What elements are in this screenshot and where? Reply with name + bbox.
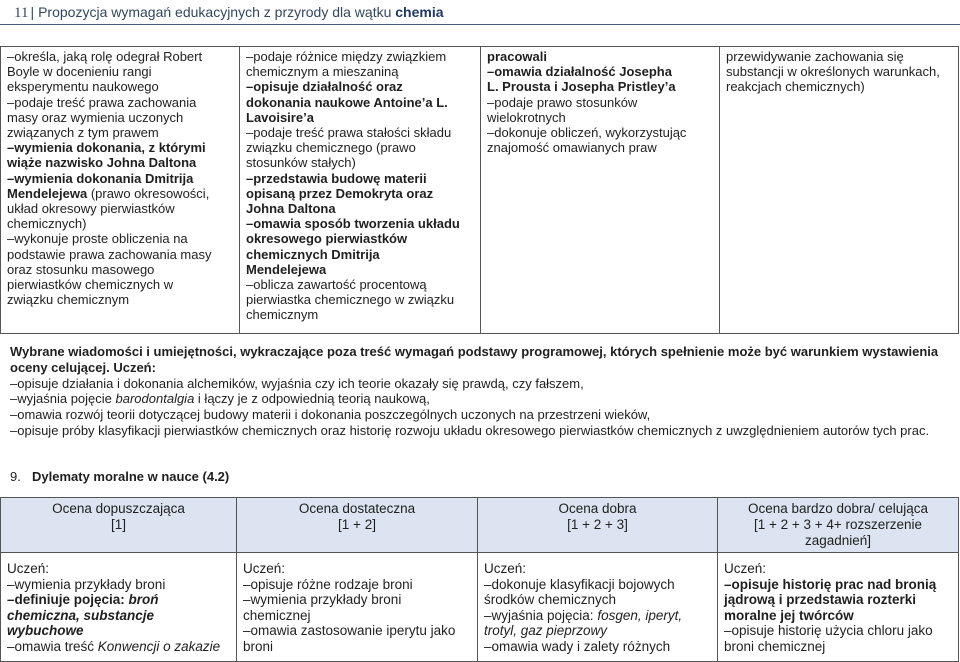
requirement-line: –określa, jaką rolę odegrał Robert [7, 49, 203, 64]
header-separator: | [30, 4, 35, 20]
requirement-line: –podaje różnice między związkiem [246, 49, 447, 64]
section-item: –opisuje próby klasyfikacji pierwiastków chemicznych oraz historię rozwoju układu okresowego pierwiastków chemicznych z uwzględnieniem autorów tych prac. [10, 422, 930, 438]
requirement-line: wiąże nazwisko Johna Daltona [7, 155, 197, 171]
requirement-line: przewidywanie zachowania się [726, 49, 904, 64]
requirement-line: Mendelejewa (prawo okresowości, [7, 185, 210, 201]
grade-cell-2: Uczeń: –opisuje różne rodzaje broni –wymienia przykłady broni chemicznej –omawia zastosowanie iperytu jako broni [237, 553, 478, 662]
requirement-line: związanych z tym prawem [7, 125, 159, 141]
extended-requirements [10, 344, 950, 439]
requirement-line: opisaną przez Demokryta oraz [246, 185, 434, 201]
section-title: Dylematy moralne w nauce (4.2) [32, 469, 230, 484]
top-col-2 [240, 47, 481, 334]
grade-cell-4: Uczeń: –opisuje historię prac nad bronią jądrową i przedstawia rozterki moralne jej twórców –opisuje historię użycia chloru jako broni chemicznej [718, 553, 959, 662]
requirement-line: –omawia sposób tworzenia układu [246, 216, 460, 232]
requirement-line: stosunków stałych) [246, 155, 356, 171]
section-item: –wyjaśnia pojęcie barodontalgia i łączy je z odpowiednią teorią naukową, [10, 391, 430, 407]
requirement-line: podstawie prawa zachowania masy [7, 246, 212, 262]
requirement-line: –podaje treść prawa zachowania [7, 94, 197, 110]
grade-header-2: Ocena dostateczna [1 + 2] [237, 498, 478, 553]
requirement-line: Mendelejewa [246, 261, 327, 277]
requirement-line: –dokonuje obliczeń, wykorzystując [487, 125, 687, 141]
requirement-line: oraz stosunku masowego [7, 261, 155, 277]
requirement-line: pierwiastków chemicznych w [7, 277, 174, 293]
requirement-line: masy oraz wymienia uczonych [7, 109, 184, 125]
requirement-line: –opisuje działalność oraz [246, 79, 403, 95]
section-intro: Wybrane wiadomości i umiejętności, wykraczające poza treść wymagań podstawy programowej, których spełnienie może być warunkiem wystawienia oceny celującej. Uczeń: [10, 344, 939, 375]
requirement-line: Lavoisire’a [246, 109, 314, 125]
header-rule [0, 24, 960, 25]
requirement-line: –wykonuje proste obliczenia na [7, 231, 188, 247]
requirement-line: –wymienia dokonania, z którymi [7, 140, 206, 156]
requirement-line: L. Prousta i Josepha Pristley’a [487, 79, 676, 95]
requirements-table-top [0, 46, 959, 334]
section-number: 9. [10, 469, 21, 484]
requirement-line: Boyle w docenieniu rangi [7, 64, 152, 80]
requirement-line: –podaje treść prawa stałości składu [246, 125, 452, 141]
page-number: 11 [14, 5, 29, 21]
requirement-line: chemicznych) [7, 216, 87, 232]
section-heading-9 [10, 469, 229, 484]
top-col-1 [1, 47, 240, 334]
top-col-4 [720, 47, 959, 334]
grade-header-3: Ocena dobra [1 + 2 + 3] [478, 498, 718, 553]
requirement-line: reakcjach chemicznych) [726, 79, 865, 95]
requirement-line: –przedstawia budowę materii [246, 170, 427, 186]
requirement-line: chemicznych Dmitrija [246, 246, 380, 262]
page-header [14, 2, 444, 24]
requirement-line: Johna Daltona [246, 201, 336, 217]
requirement-line: chemicznym [246, 307, 319, 323]
requirement-line: pracowali [487, 49, 547, 64]
requirement-line: związku chemicznym [7, 292, 130, 308]
header-title: Propozycja wymagań edukacyjnych z przyrody dla wątku [38, 4, 392, 20]
requirement-line: znajomość omawianych praw [487, 140, 657, 156]
requirement-line: układ okresowy pierwiastków [7, 201, 175, 217]
grade-header-4: Ocena bardzo dobra/ celująca [1 + 2 + 3 + 4+ rozszerzenie zagadnień] [718, 498, 959, 553]
requirement-line: dokonania naukowe Antoine’a L. [246, 94, 448, 110]
grade-table [0, 497, 959, 662]
top-col-3 [481, 47, 720, 334]
grade-cell-1: Uczeń: –wymienia przykłady broni –definiuje pojęcia: broń chemiczna, substancje wybuchowe –omawia treść Konwencji o zakazie [1, 553, 237, 662]
requirement-line: substancji w określonych warunkach, [726, 64, 940, 80]
requirement-line: –podaje prawo stosunków [487, 94, 638, 110]
section-item: –omawia rozwój teorii dotyczącej budowy materii i dokonania poszczególnych uczonych na przestrzeni wieków, [10, 407, 651, 423]
section-item: –opisuje działania i dokonania alchemików, wyjaśnia czy ich teorie okazały się prawdą, czy fałszem, [10, 375, 584, 391]
requirement-line: –wymienia dokonania Dmitrija [7, 170, 194, 186]
requirement-line: pierwiastka chemicznego w związku [246, 292, 455, 308]
requirement-line: eksperymentu naukowego [7, 79, 159, 95]
requirement-line: chemicznym a mieszaniną [246, 64, 399, 80]
requirement-line: wielokrotnych [487, 109, 566, 125]
requirement-line: –omawia działalność Josepha [487, 64, 672, 80]
grade-cell-3: Uczeń: –dokonuje klasyfikacji bojowych środków chemicznych –wyjaśnia pojęcia: fosgen, iperyt, trotyl, gaz pieprzowy –omawia wady i zalety różnych [478, 553, 718, 662]
requirement-line: –oblicza zawartość procentową [246, 277, 427, 293]
requirement-line: związku chemicznego (prawo [246, 140, 416, 156]
grade-header-1: Ocena dopuszczająca [1] [1, 498, 237, 553]
requirement-line: okresowego pierwiastków [246, 231, 408, 247]
header-keyword: chemia [395, 4, 444, 20]
